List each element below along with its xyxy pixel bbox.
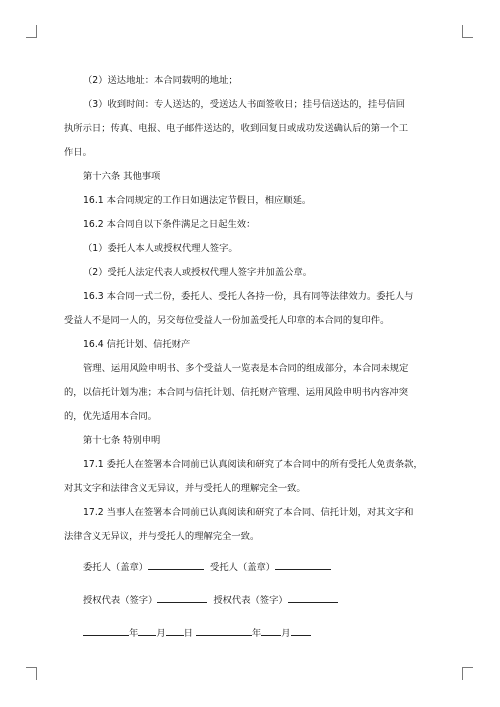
signature-row-date	[83, 625, 311, 641]
rep2-signature-blank[interactable]	[288, 592, 338, 603]
rep1-signature-blank[interactable]	[157, 592, 207, 603]
clause-16-1: 16.1 本合同规定的工作日如遇法定节假日，相应顺延。	[83, 195, 312, 206]
crop-mark-top-left	[26, 25, 37, 38]
clause-17-2: 17.2 当事人在签署本合同前已认真阅读和研究了本合同、信托计划，对其文字和	[83, 507, 414, 518]
year1-blank[interactable]	[83, 625, 129, 636]
clause-16-3-cont: 受益人不是同一人的，另交每位受益人一份加盖受托人印章的本合同的复印件。	[64, 315, 390, 326]
trustee-seal-blank[interactable]	[275, 559, 331, 570]
clause-16-3: 16.3 本合同一式二份，委托人、受托人各持一份，具有同等法律效力。委托人与	[83, 291, 414, 302]
clause-delivery-address: （2）送达地址：本合同载明的地址；	[83, 75, 238, 86]
rep2-signature-label: 授权代表（签字）	[213, 595, 288, 606]
trustor-seal-blank[interactable]	[148, 559, 204, 570]
crop-mark-top-right	[462, 25, 473, 38]
clause-17-1-cont: 对其文字和法律含义无异议，并与受托人的理解完全一致。	[64, 483, 306, 494]
year2-label: 年	[251, 628, 262, 639]
clause-16-4-body: 管理、运用风险申明书、多个受益人一览表是本合同的组成部分，本合同未规定	[83, 363, 409, 374]
crop-mark-bottom-right	[462, 667, 473, 680]
clause-receipt-time-cont: 执所示日；传真、电报、电子邮件送达的，收到回复日或成功发送确认后的第一个工	[64, 123, 408, 134]
article-16-heading: 第十六条 其他事项	[83, 171, 161, 182]
clause-16-2: 16.2 本合同自以下条件满足之日起生效：	[83, 219, 256, 230]
crop-mark-bottom-left	[26, 667, 37, 680]
day2-blank[interactable]	[291, 625, 311, 636]
clause-16-2-item-1: （1）委托人本人或授权代理人签字。	[83, 243, 238, 254]
year2-blank[interactable]	[196, 625, 252, 636]
clause-16-4-body-end: 的，优先适用本合同。	[64, 411, 157, 422]
signature-row-seal	[83, 559, 331, 575]
month1-label: 月	[156, 628, 166, 639]
day1-label: 日	[183, 628, 193, 639]
article-17-heading: 第十七条 特别申明	[83, 435, 161, 446]
clause-17-1: 17.1 委托人在签署本合同前已认真阅读和研究了本合同中的所有受托人免责条款，	[83, 459, 423, 470]
rep1-signature-label: 授权代表（签字）	[83, 595, 158, 606]
clause-16-2-item-2: （2）受托人法定代表人或授权代理人签字并加盖公章。	[83, 267, 313, 278]
clause-receipt-time: （3）收到时间：专人送达的，受送达人书面签收日；挂号信送达的，挂号信回	[83, 99, 406, 110]
clause-16-4: 16.4 信托计划、信托财产	[83, 339, 191, 350]
month1-blank[interactable]	[138, 625, 156, 636]
year1-label: 年	[129, 628, 139, 639]
trustee-seal-label: 受托人（盖章）	[210, 562, 276, 573]
month2-blank[interactable]	[261, 625, 281, 636]
trustor-seal-label: 委托人（盖章）	[83, 562, 149, 573]
month2-label: 月	[281, 628, 291, 639]
clause-receipt-time-end: 作日。	[64, 147, 92, 158]
clause-16-4-body-cont: 的，以信托计划为准；本合同与信托计划、信托财产管理、运用风险申明书内容冲突	[64, 387, 408, 398]
day1-blank[interactable]	[166, 625, 184, 636]
signature-row-rep	[83, 592, 338, 608]
clause-17-2-cont: 法律含义无异议，并与受托人的理解完全一致。	[64, 531, 260, 542]
